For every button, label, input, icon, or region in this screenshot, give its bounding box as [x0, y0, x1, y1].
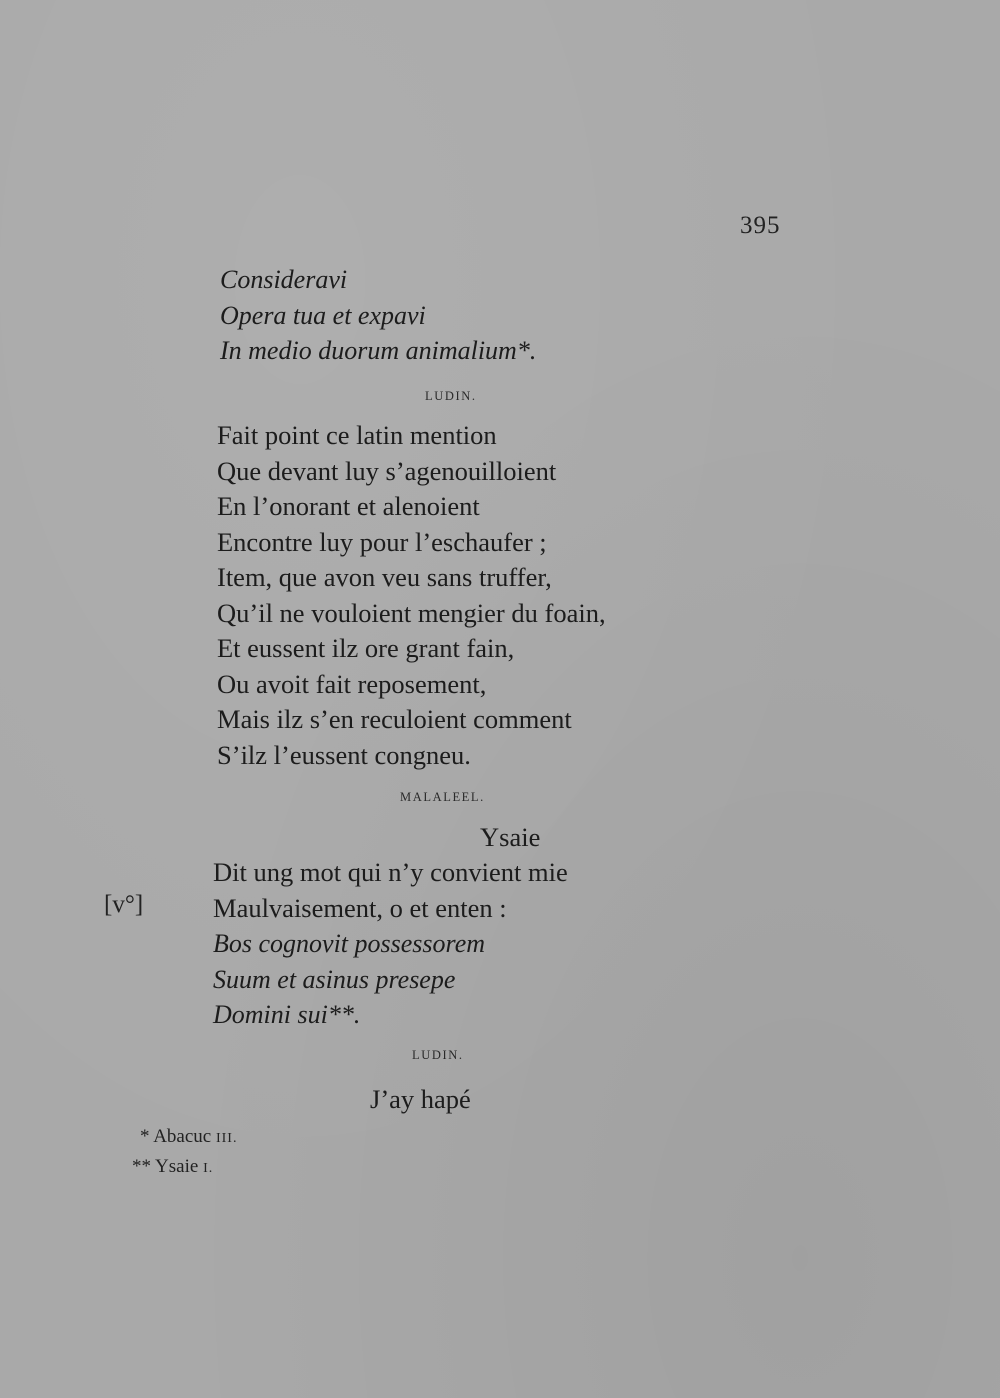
- verse-line: Fait point ce latin mention: [217, 420, 497, 450]
- verse-line: Domini sui**.: [213, 1000, 361, 1029]
- speaker-name: LUDIN.: [412, 1048, 464, 1062]
- speaker-name: LUDIN.: [425, 389, 477, 403]
- verse-line: En l’onorant et alenoient: [217, 491, 480, 521]
- verse-line: Dit ung mot qui n’y convient mie: [213, 857, 568, 887]
- footnote: [132, 1156, 213, 1178]
- verse-line: Et eussent ilz ore grant fain,: [217, 633, 515, 663]
- verse-line: Qu’il ne vouloient mengier du foain,: [217, 597, 606, 628]
- footnote-marker: *: [140, 1126, 150, 1147]
- verse-line: Opera tua et expavi: [220, 300, 426, 330]
- footnote-reference: III.: [215, 1131, 238, 1146]
- verse-line-indented: J’ay hapé: [370, 1084, 471, 1114]
- verse-line: Item, que avon veu sans truffer,: [217, 562, 552, 592]
- verse-line: S’ilz l’eussent congneu.: [217, 739, 471, 770]
- verse-line: Consideravi: [220, 265, 348, 294]
- footnote-reference: I.: [203, 1161, 214, 1176]
- verse-line: Ou avoit fait reposement,: [217, 668, 487, 699]
- verse-stanza-3: [213, 855, 568, 926]
- footnote-marker: **: [132, 1156, 151, 1177]
- verse-line-indented: Ysaie: [480, 822, 541, 852]
- latin-quotation-2: [213, 926, 485, 1033]
- verse-stanza-2: [217, 418, 606, 773]
- verse-line: Bos cognovit possessorem: [213, 929, 486, 958]
- verse-line: Mais ilz s’en reculoient comment: [217, 704, 572, 734]
- verse-line: Que devant luy s’agenouilloient: [217, 455, 557, 486]
- margin-folio-note: [v°]: [104, 891, 144, 918]
- speaker-name: MALALEEL.: [400, 790, 485, 804]
- footnote-text: Abacuc: [153, 1126, 212, 1147]
- latin-quotation-1: [220, 262, 536, 369]
- verse-line: In medio duorum animalium*.: [220, 336, 537, 365]
- page-number: 395: [740, 212, 781, 239]
- footnote: [140, 1126, 237, 1148]
- verse-line: Maulvaisement, o et enten :: [213, 892, 507, 923]
- verse-line: Encontre luy pour l’eschaufer ;: [217, 526, 547, 557]
- footnote-text: Ysaie: [155, 1156, 199, 1177]
- verse-line: Suum et asinus presepe: [213, 964, 456, 994]
